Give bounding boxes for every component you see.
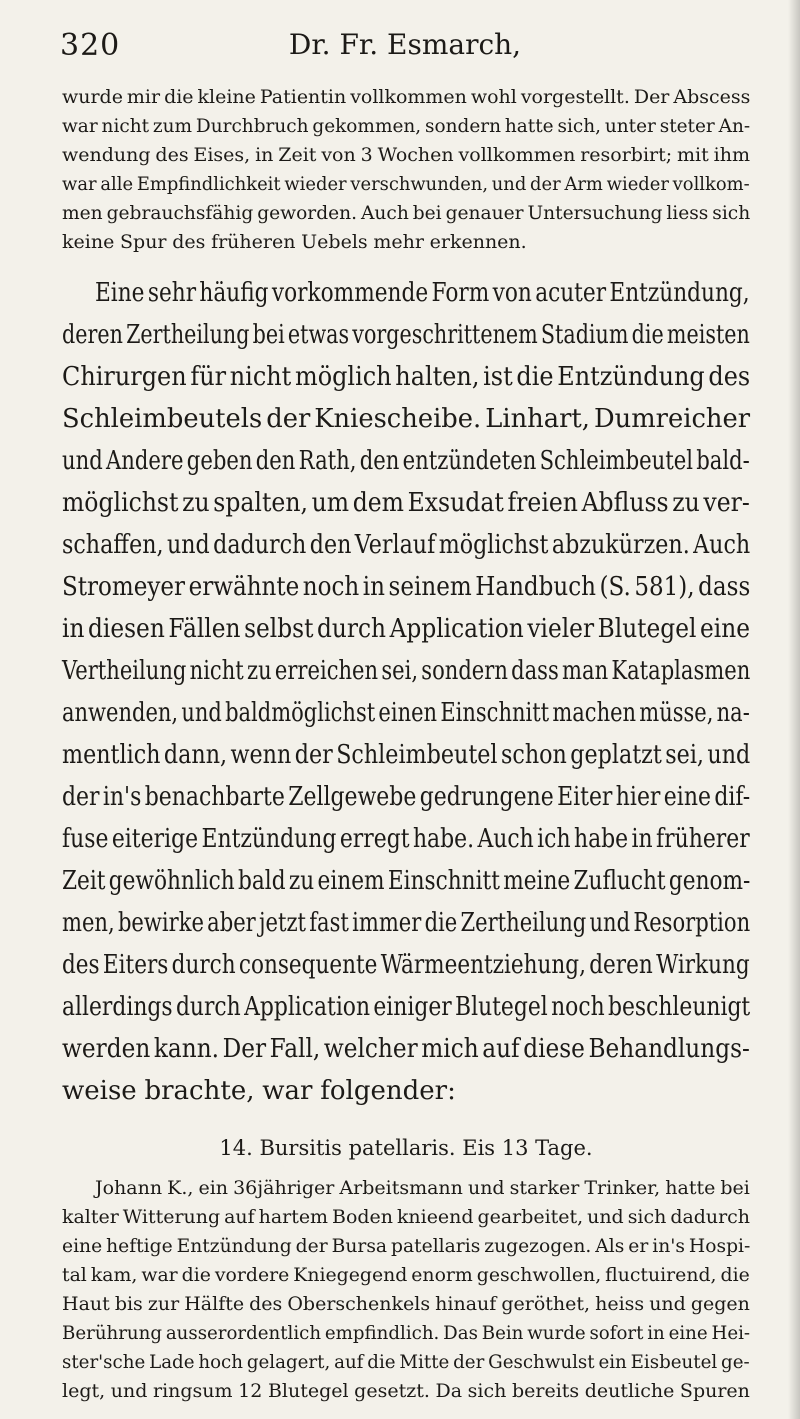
page-edge-shadow [788, 0, 800, 1419]
text-line: men gebrauchsfähig geworden. Auch bei genauer Untersuchung liess sich [62, 202, 751, 224]
text-line: Schleimbeutels der Kniescheibe. Linhart, Dumreicher [62, 404, 751, 434]
text-line: des Eiters durch consequente Wärmeentziehung, deren Wirkung [62, 950, 750, 980]
text-line: wurde mir die kleine Patientin vollkommen wohl vorgestellt. Der Abscess [62, 86, 751, 108]
text-line: Berührung ausserordentlich empfindlich. Das Bein wurde sofort in eine Hei- [62, 1322, 751, 1344]
text-line: Vertheilung nicht zu erreichen sei, sondern dass man Kataplasmen [62, 656, 751, 686]
text-line: kalter Witterung auf hartem Boden knieend gearbeitet, und sich dadurch [62, 1206, 751, 1228]
text-line: möglichst zu spalten, um dem Exsudat freien Abfluss zu ver- [62, 488, 750, 518]
text-line: deren Zertheilung bei etwas vorgeschrittenem Stadium die meisten [62, 320, 750, 350]
text-line: schaffen, und dadurch den Verlauf möglichst abzukürzen. Auch [62, 530, 751, 560]
case-heading: 14. Bursitis patellaris. Eis 13 Tage. [219, 1136, 593, 1160]
text-line: war alle Empfindlichkeit wieder verschwunden, und der Arm wieder vollkom- [62, 173, 750, 195]
text-line: fuse eiterige Entzündung erregt habe. Auch ich habe in früherer [62, 824, 750, 854]
text-line: der in's benachbarte Zellgewebe gedrungene Eiter hier eine dif- [62, 782, 751, 812]
page-header [60, 28, 750, 68]
text-line: allerdings durch Application einiger Blutegel noch beschleunigt [62, 992, 751, 1022]
text-line: Chirurgen für nicht möglich halten, ist die Entzündung des [62, 362, 751, 392]
text-line: mentlich dann, wenn der Schleimbeutel schon geplatzt sei, und [62, 740, 751, 770]
text-line: legt, und ringsum 12 Blutegel gesetzt. Da sich bereits deutliche Spuren [62, 1380, 750, 1402]
text-line: und Andere geben den Rath, den entzündeten Schleimbeutel bald- [62, 446, 750, 476]
text-line: wendung des Eises, in Zeit von 3 Wochen vollkommen resorbirt; mit ihm [62, 144, 750, 166]
text-line: Eine sehr häufig vorkommende Form von acuter Entzündung, [95, 278, 750, 308]
text-line: weise brachte, war folgender: [62, 1076, 456, 1106]
text-line: tal kam, war die vordere Kniegegend enorm geschwollen, fluctuirend, die [62, 1264, 750, 1286]
text-line: anwenden, und baldmöglichst einen Einschnitt machen müsse, na- [62, 698, 750, 728]
text-line: ster'sche Lade hoch gelagert, auf die Mitte der Geschwulst ein Eisbeutel ge- [62, 1351, 750, 1373]
text-line: war nicht zum Durchbruch gekommen, sondern hatte sich, unter steter An- [62, 115, 751, 137]
text-line: keine Spur des früheren Uebels mehr erkennen. [62, 231, 527, 253]
text-line: men, bewirke aber jetzt fast immer die Zertheilung und Resorption [62, 908, 751, 938]
text-line: in diesen Fällen selbst durch Application vieler Blutegel eine [62, 614, 750, 644]
text-line: eine heftige Entzündung der Bursa patellaris zugezogen. Als er in's Hospi- [62, 1235, 751, 1257]
text-line: Zeit gewöhnlich bald zu einem Einschnitt meine Zuflucht genom- [62, 866, 751, 896]
text-line: Johann K., ein 36jähriger Arbeitsmann und starker Trinker, hatte bei [95, 1177, 750, 1199]
running-head: Dr. Fr. Esmarch, [288, 28, 522, 61]
text-line: werden kann. Der Fall, welcher mich auf diese Behandlungs- [62, 1034, 750, 1064]
text-line: Stromeyer erwähnte noch in seinem Handbuch (S. 581), dass [62, 572, 751, 602]
text-line: Haut bis zur Hälfte des Oberschenkels hinauf geröthet, heiss und gegen [62, 1293, 750, 1315]
page-number: 320 [60, 28, 121, 63]
